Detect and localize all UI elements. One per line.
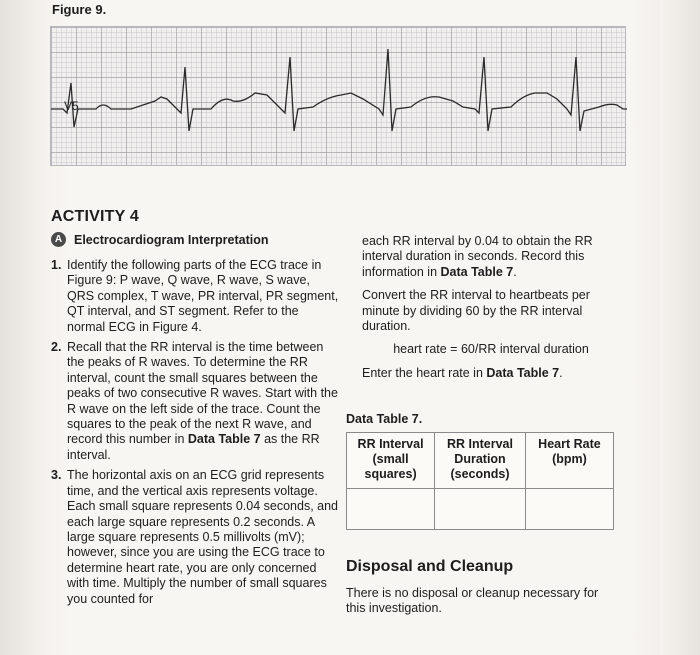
step-number: 2. <box>51 340 62 355</box>
table-cell[interactable] <box>525 489 613 530</box>
table-header-cell: Heart Rate (bpm) <box>525 433 613 489</box>
step-number: 1. <box>51 258 62 272</box>
table-cell[interactable] <box>435 489 526 530</box>
step-text <box>67 340 339 463</box>
paragraph-text: Enter the heart rate in <box>362 365 487 380</box>
figure-title: Figure 9. <box>52 2 107 17</box>
activity-heading: ACTIVITY 4 <box>51 208 139 225</box>
steps-list <box>51 258 341 607</box>
step-item <box>51 258 341 335</box>
step-item <box>51 468 341 607</box>
right-column <box>362 234 620 389</box>
step-text: The horizontal axis on an ECG grid represents time, and the vertical axis represents voltage. Each small square represents 0.04 seconds, and each large square represents 0.2 seconds. A large square represents 0.5 millivolts (mV); however, since you are using the ECG trace to determine heart rate, you are only concerned with time. Multiply the number of small squares you counted for <box>67 468 338 606</box>
section-heading <box>51 232 269 247</box>
steps-column <box>51 258 341 612</box>
section-title: Electrocardiogram Interpretation <box>74 232 269 247</box>
section-badge: A <box>51 232 66 247</box>
step-text-part: as the RR interval. <box>67 432 320 462</box>
table-header-row <box>347 433 614 489</box>
lead-label: V5 <box>64 99 79 113</box>
page-shadow-left <box>0 0 40 655</box>
instruction-paragraph: Convert the RR interval to heartbeats per minute by dividing 60 by the RR interval duration. <box>362 288 590 334</box>
ecg-trace-figure <box>50 26 626 166</box>
table-reference: Data Table 7 <box>440 264 514 279</box>
instruction-paragraph <box>362 234 620 280</box>
step-text: Identify the following parts of the ECG trace in Figure 9: P wave, Q wave, R wave, S wave, QRS complex, T wave, PR interval, PR segment, QT interval, and ST segment. Refer to the normal ECG in Figure 4. <box>67 258 339 334</box>
step-text-part: Recall that the RR interval is the time between the peaks of R waves. To determine the RR interval, count the small squares between the peaks of two consecutive R waves. Start with the R wave on the left side of the trace. Count the squares to the peak of the next R wave, and record this number in <box>67 340 338 447</box>
ecg-waveform <box>51 27 627 167</box>
table-header-cell: RR Interval Duration (seconds) <box>435 433 526 489</box>
page-shadow-right <box>660 0 700 655</box>
step-number: 3. <box>51 468 62 483</box>
disposal-text: There is no disposal or cleanup necessary for this investigation. <box>346 586 599 616</box>
table-reference: Data Table 7 <box>486 365 560 380</box>
paragraph-text: . <box>513 264 517 279</box>
data-table <box>346 432 614 530</box>
disposal-heading: Disposal and Cleanup <box>346 558 514 575</box>
instruction-paragraph <box>362 366 620 381</box>
table-cell[interactable] <box>347 489 435 530</box>
table-reference: Data Table 7 <box>187 432 261 447</box>
heart-rate-formula: heart rate = 60/RR interval duration <box>393 342 589 357</box>
step-item <box>51 340 341 463</box>
data-table-title: Data Table 7. <box>346 412 423 426</box>
paragraph-text: each RR interval by 0.04 to obtain the RR interval duration in seconds. Record this information in <box>362 234 593 279</box>
table-row <box>347 489 614 530</box>
table-header-cell: RR Interval (small squares) <box>347 433 435 489</box>
paragraph-text: . <box>559 365 563 380</box>
